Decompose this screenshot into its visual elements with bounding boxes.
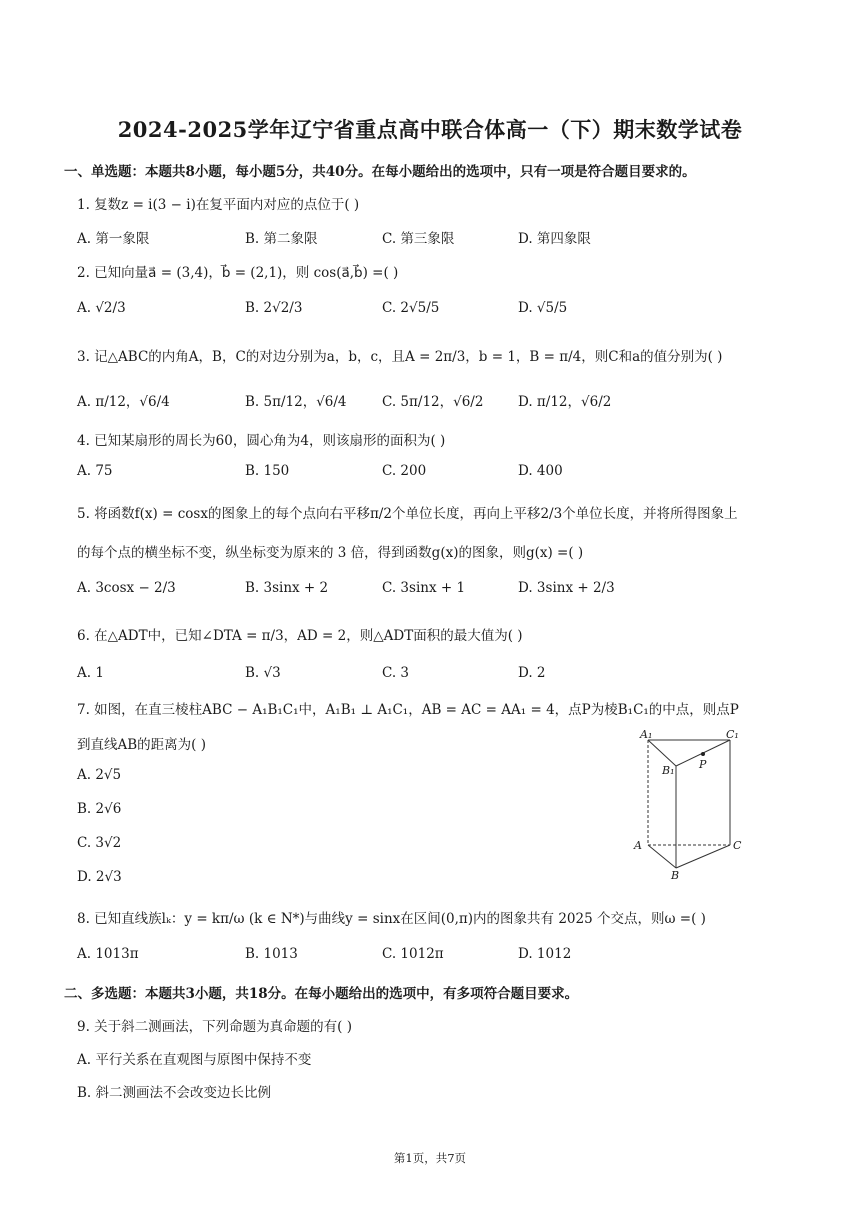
question-7-stem-line-1: 7. 如图，在直三棱柱ABC − A₁B₁C₁中，A₁B₁ ⊥ A₁C₁，AB = AC = AA₁ = 4，点P为棱B₁C₁的中点，则点P bbox=[77, 702, 739, 718]
question-2-option-b: B. 2√2/3 bbox=[245, 300, 303, 316]
question-3-option-d: D. π/12，√6/2 bbox=[518, 394, 612, 410]
question-3-option-b: B. 5π/12，√6/4 bbox=[245, 394, 347, 410]
question-2-option-c: C. 2√5/5 bbox=[382, 300, 440, 316]
question-5-option-b: B. 3sinx + 2 bbox=[245, 580, 329, 596]
question-1-stem: 1. 复数z = i(3 − i)在复平面内对应的点位于( ) bbox=[77, 197, 360, 213]
question-9-option-a: A. 平行关系在直观图与原图中保持不变 bbox=[77, 1052, 312, 1068]
question-4-option-d: D. 400 bbox=[518, 463, 563, 479]
question-2-stem: 2. 已知向量a⃗ = (3,4)，b⃗ = (2,1)，则 cos(a⃗,b⃗) =( ) bbox=[77, 265, 399, 281]
figure-label-b1: B₁ bbox=[662, 764, 675, 777]
question-5-option-a: A. 3cosx − 2/3 bbox=[77, 580, 176, 596]
question-7-option-b: B. 2√6 bbox=[77, 801, 122, 817]
question-4-option-c: C. 200 bbox=[382, 463, 427, 479]
question-2-option-d: D. √5/5 bbox=[518, 300, 568, 316]
question-3-option-a: A. π/12，√6/4 bbox=[77, 394, 170, 410]
question-5-stem-line-2: 的每个点的横坐标不变，纵坐标变为原来的 3 倍，得到函数g(x)的图象，则g(x) =( ) bbox=[77, 545, 584, 561]
question-6-option-b: B. √3 bbox=[245, 665, 281, 681]
question-8-option-c: C. 1012π bbox=[382, 946, 444, 962]
question-1-option-d: D. 第四象限 bbox=[518, 231, 591, 247]
question-7-option-d: D. 2√3 bbox=[77, 869, 122, 885]
question-6-stem: 6. 在△ADT中，已知∠DTA = π/3，AD = 2，则△ADT面积的最大值为( ) bbox=[77, 628, 523, 644]
figure-label-p: P bbox=[699, 758, 707, 771]
question-1-option-b: B. 第二象限 bbox=[245, 231, 318, 247]
question-8-option-b: B. 1013 bbox=[245, 946, 298, 962]
figure-label-c1: C₁ bbox=[726, 728, 739, 741]
question-8-stem: 8. 已知直线族lₖ：y = kπ/ω (k ∈ N*)与曲线y = sinx在区间(0,π)内的图象共有 2025 个交点，则ω =( ) bbox=[77, 911, 706, 927]
triangular-prism-figure bbox=[628, 728, 750, 880]
question-2-option-a: A. √2/3 bbox=[77, 300, 126, 316]
question-8-option-d: D. 1012 bbox=[518, 946, 572, 962]
question-6-option-c: C. 3 bbox=[382, 665, 410, 681]
question-4-option-a: A. 75 bbox=[77, 463, 113, 479]
question-4-option-b: B. 150 bbox=[245, 463, 290, 479]
question-9-option-b: B. 斜二测画法不会改变边长比例 bbox=[77, 1085, 272, 1101]
question-3-option-c: C. 5π/12，√6/2 bbox=[382, 394, 484, 410]
question-7-option-c: C. 3√2 bbox=[77, 835, 122, 851]
page-title: 2024-2025学年辽宁省重点高中联合体高一（下）期末数学试卷 bbox=[117, 117, 743, 142]
page-footer: 第1页，共7页 bbox=[393, 1151, 467, 1165]
question-6-option-d: D. 2 bbox=[518, 665, 546, 681]
figure-label-a: A bbox=[634, 839, 642, 852]
question-6-option-a: A. 1 bbox=[77, 665, 104, 681]
figure-label-c: C bbox=[733, 839, 742, 852]
question-1-option-c: C. 第三象限 bbox=[382, 231, 455, 247]
figure-label-a1: A₁ bbox=[640, 728, 653, 741]
section-heading-single-choice: 一、单选题：本题共8小题，每小题5分，共40分。在每小题给出的选项中，只有一项是符合题目要求的。 bbox=[64, 164, 696, 180]
question-9-stem: 9. 关于斜二测画法，下列命题为真命题的有( ) bbox=[77, 1019, 352, 1035]
question-3-stem: 3. 记△ABC的内角A，B，C的对边分别为a，b，c，且A = 2π/3，b = 1，B = π/4，则C和a的值分别为( ) bbox=[77, 349, 723, 365]
figure-label-b: B bbox=[671, 869, 680, 880]
section-heading-multiple-choice: 二、多选题：本题共3小题，共18分。在每小题给出的选项中，有多项符合题目要求。 bbox=[64, 986, 579, 1002]
question-7-stem-line-2: 到直线AB的距离为( ) bbox=[77, 737, 206, 753]
question-1-option-a: A. 第一象限 bbox=[77, 231, 150, 247]
question-8-option-a: A. 1013π bbox=[77, 946, 139, 962]
question-5-stem-line-1: 5. 将函数f(x) = cosx的图象上的每个点向右平移π/2个单位长度，再向上平移2/3个单位长度，并将所得图象上 bbox=[77, 506, 738, 522]
question-4-stem: 4. 已知某扇形的周长为60，圆心角为4，则该扇形的面积为( ) bbox=[77, 433, 446, 449]
question-5-option-c: C. 3sinx + 1 bbox=[382, 580, 466, 596]
question-5-option-d: D. 3sinx + 2/3 bbox=[518, 580, 615, 596]
question-7-option-a: A. 2√5 bbox=[77, 767, 122, 783]
